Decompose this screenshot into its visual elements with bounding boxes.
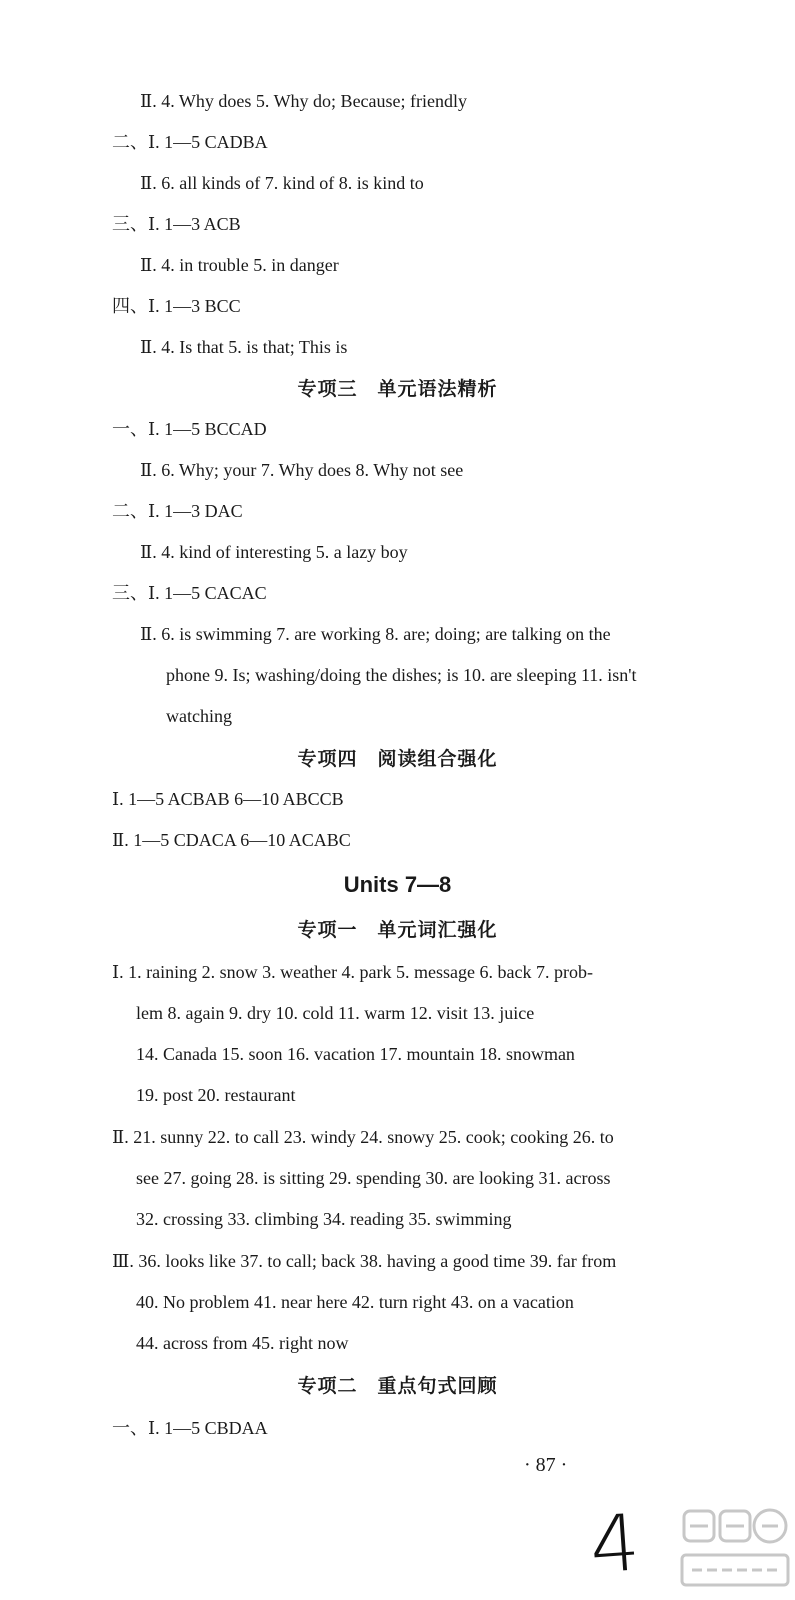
answer-line: Ⅱ. 21. sunny 22. to call 23. windy 24. snowy 25. cook; cooking 26. to: [112, 1127, 614, 1147]
page-number: · 87 ·: [524, 1454, 568, 1476]
answer-line: Ⅱ. 6. is swimming 7. are working 8. are; doing; are talking on the: [140, 624, 611, 644]
answer-line: 三、Ⅰ. 1—3 ACB: [112, 214, 241, 234]
section-heading: 专项三 单元语法精析: [297, 378, 498, 400]
answer-line: watching: [166, 706, 232, 726]
answer-line: 二、Ⅰ. 1—5 CADBA: [112, 132, 268, 152]
answer-line: Ⅱ. 6. all kinds of 7. kind of 8. is kind to: [140, 173, 424, 193]
answer-line: see 27. going 28. is sitting 29. spending 30. are looking 31. across: [136, 1168, 611, 1188]
answer-line: 一、Ⅰ. 1—5 CBDAA: [112, 1418, 268, 1438]
answer-line: 14. Canada 15. soon 16. vacation 17. mountain 18. snowman: [136, 1044, 575, 1064]
answer-line: Ⅱ. 4. Why does 5. Why do; Because; friendly: [140, 91, 468, 111]
answer-line: 32. crossing 33. climbing 34. reading 35. swimming: [136, 1209, 512, 1229]
answer-line: Ⅲ. 36. looks like 37. to call; back 38. having a good time 39. far from: [112, 1251, 617, 1271]
answer-line: 二、Ⅰ. 1—3 DAC: [112, 501, 243, 521]
answer-line: 19. post 20. restaurant: [136, 1085, 296, 1105]
answer-line: 三、Ⅰ. 1—5 CACAC: [112, 583, 267, 603]
answer-line: Ⅰ. 1—5 ACBAB 6—10 ABCCB: [112, 789, 344, 809]
answer-line: Ⅱ. 4. Is that 5. is that; This is: [140, 337, 348, 357]
answer-line: 44. across from 45. right now: [136, 1333, 349, 1353]
answer-line: phone 9. Is; washing/doing the dishes; is 10. are sleeping 11. isn't: [166, 665, 637, 685]
unit-title: Units 7—8: [343, 872, 452, 897]
answer-line: 一、Ⅰ. 1—5 BCCAD: [112, 419, 267, 439]
answer-line: Ⅱ. 6. Why; your 7. Why does 8. Why not see: [140, 460, 464, 480]
watermark-logo: [680, 1505, 790, 1595]
answer-line: 四、Ⅰ. 1—3 BCC: [112, 296, 241, 316]
section-heading: 专项四 阅读组合强化: [297, 748, 498, 770]
answer-line: 40. No problem 41. near here 42. turn right 43. on a vacation: [136, 1292, 574, 1312]
answer-line: Ⅱ. 1—5 CDACA 6—10 ACABC: [112, 830, 351, 850]
answer-line: Ⅰ. 1. raining 2. snow 3. weather 4. park 5. message 6. back 7. prob-: [112, 962, 593, 982]
answer-line: Ⅱ. 4. in trouble 5. in danger: [140, 255, 339, 275]
answer-line: Ⅱ. 4. kind of interesting 5. a lazy boy: [140, 542, 408, 562]
section-heading: 专项二 重点句式回顾: [297, 1375, 498, 1397]
answer-line: lem 8. again 9. dry 10. cold 11. warm 12. visit 13. juice: [136, 1003, 535, 1023]
handwritten-mark: 4: [586, 1498, 643, 1592]
section-heading: 专项一 单元词汇强化: [297, 919, 498, 941]
